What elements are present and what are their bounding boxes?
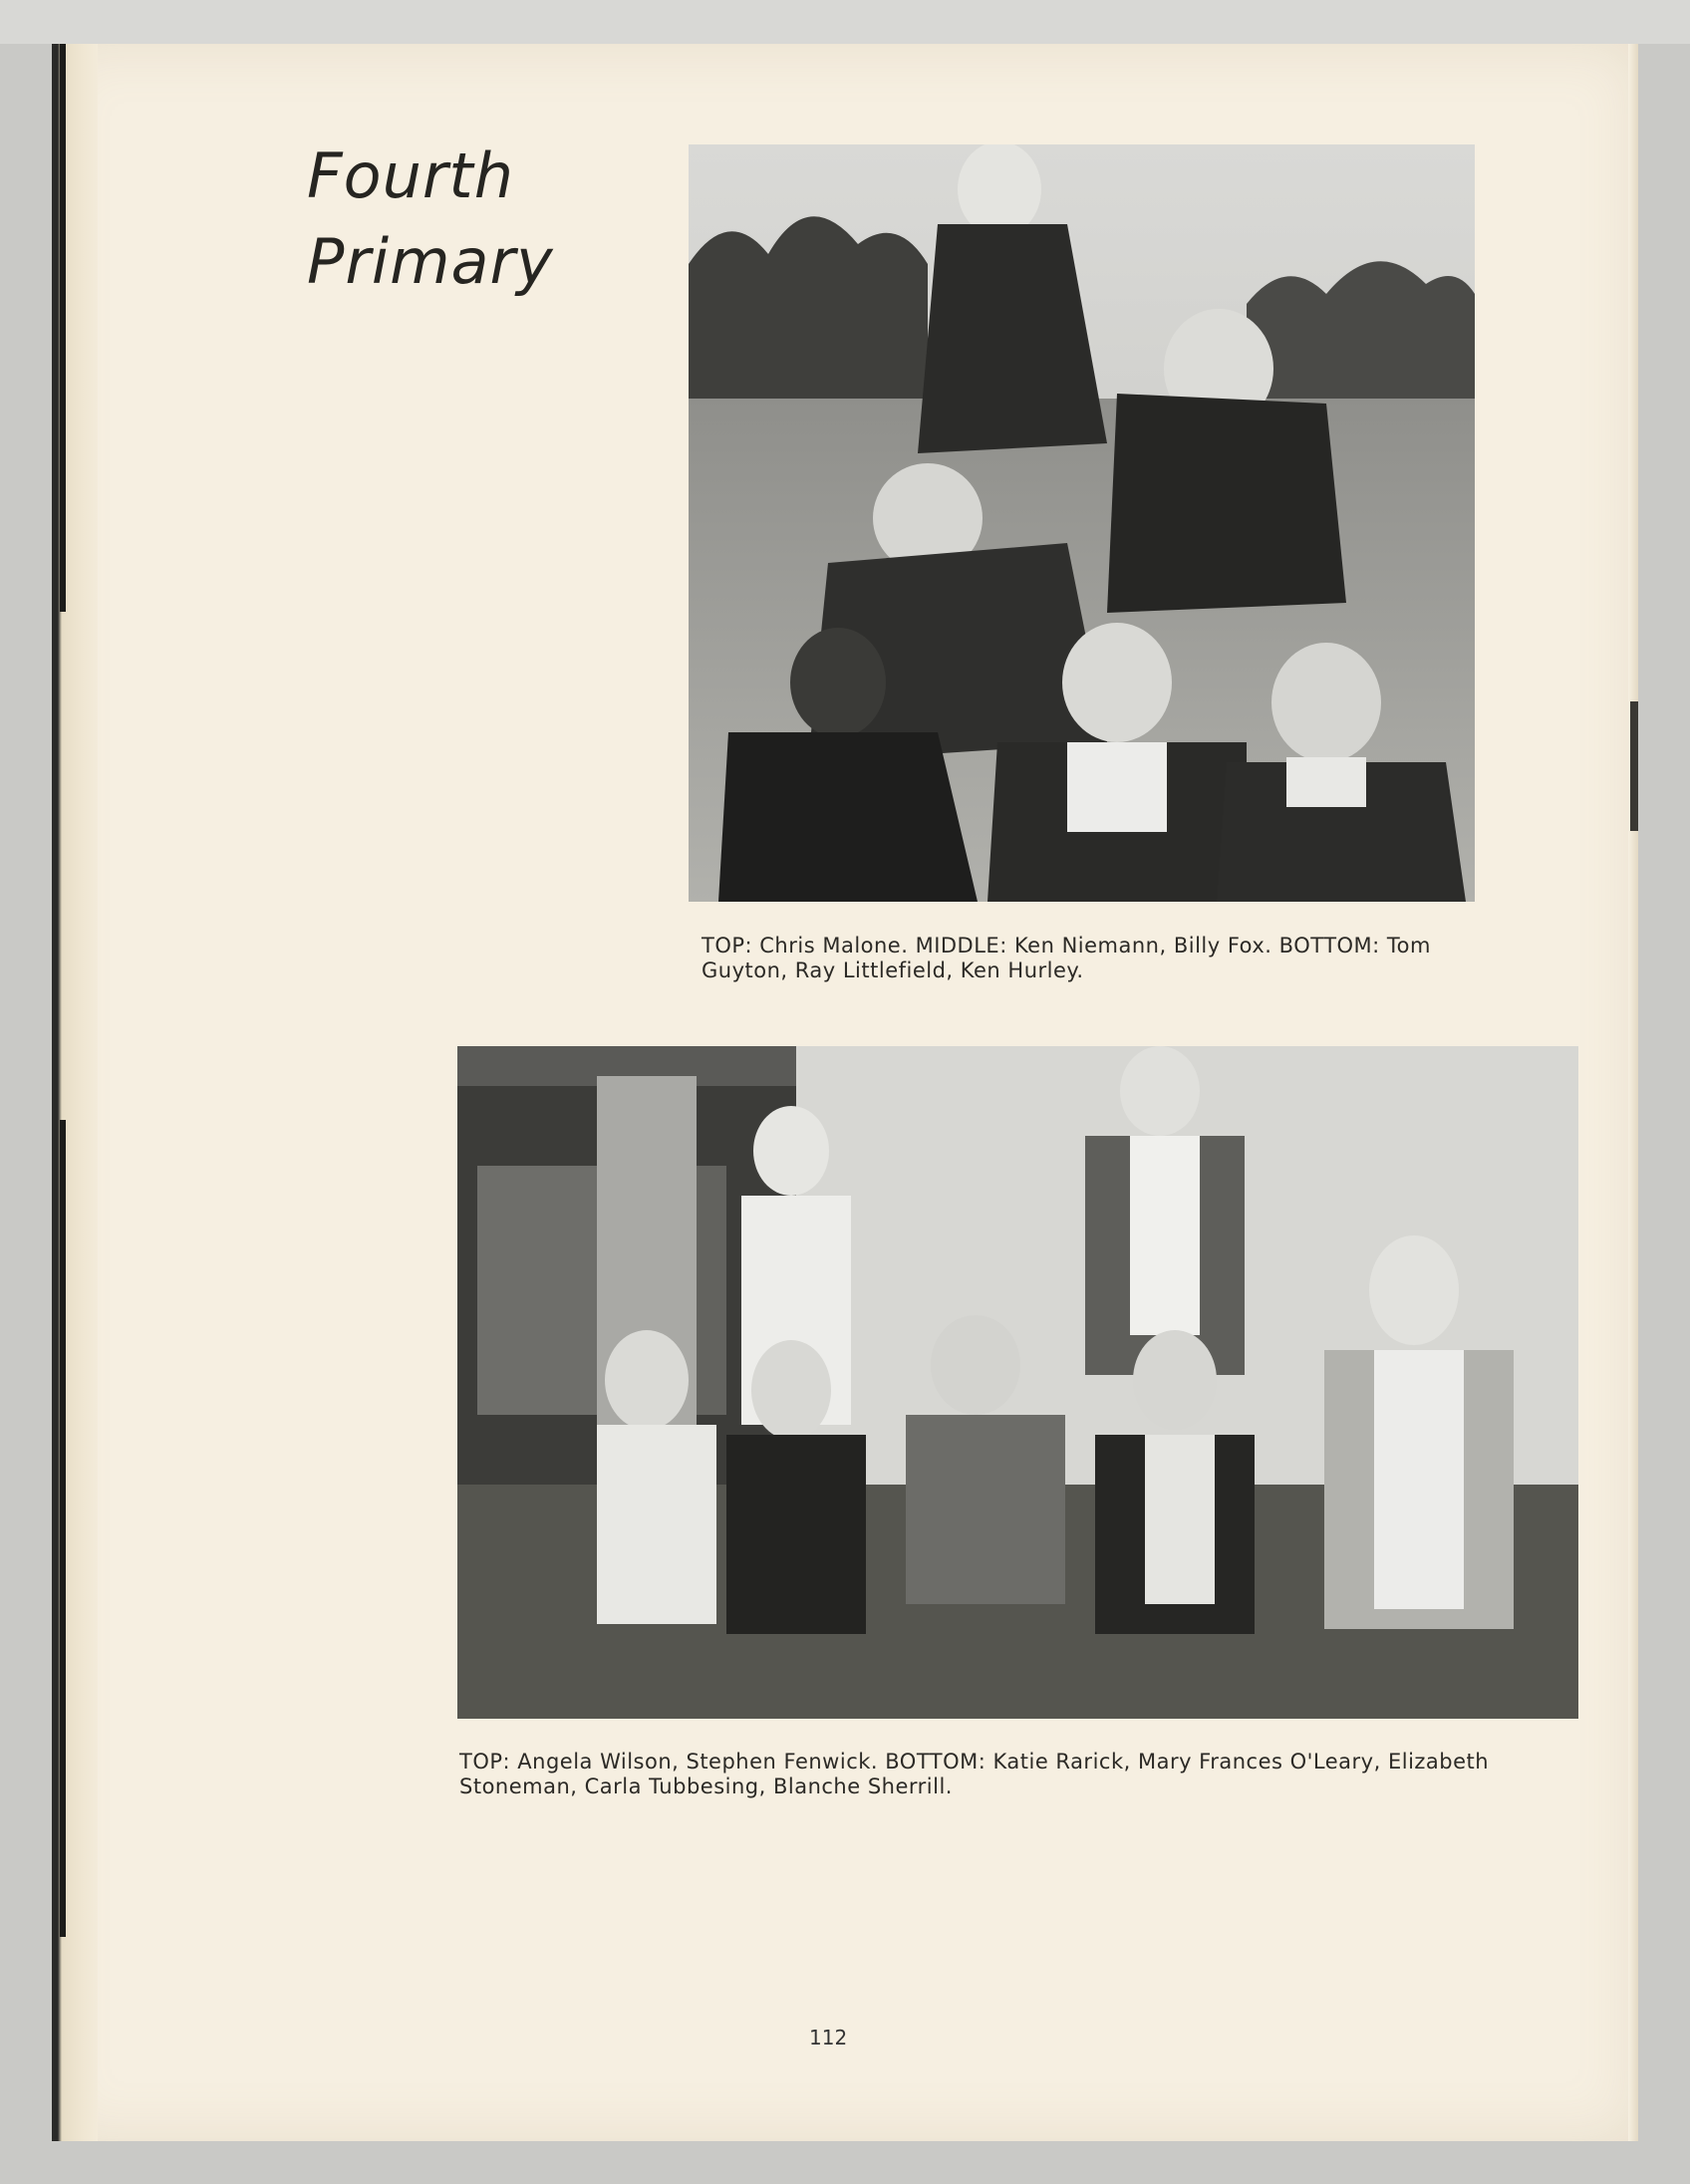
section-title [307,134,554,305]
spine-binding-mark [60,1120,66,1937]
photo-group-building [457,1046,1578,1719]
spine-binding-mark [60,44,66,612]
photo-caption-bottom: TOP: Angela Wilson, Stephen Fenwick. BOTTOM: Katie Rarick, Mary Frances O'Leary, Elizabeth Stoneman, Carla Tubbesing, Blanche Sherrill. [459,1750,1490,1798]
photo-boys-pyramid-image [689,144,1475,902]
section-title-line: Fourth [307,139,514,212]
photo-boys-pyramid [689,144,1475,902]
page-tab-mark [1630,701,1638,831]
page-spine [52,44,98,2141]
page-right-edge [1628,44,1638,2141]
photo-caption-top: TOP: Chris Malone. MIDDLE: Ken Niemann, Billy Fox. BOTTOM: Tom Guyton, Ray Littlefield, Ken Hurley. [702,934,1431,982]
scan-background [0,0,1690,44]
section-title-line: Primary [307,225,554,298]
page-number: 112 [809,2026,848,2049]
photo-group-building-image [457,1046,1578,1719]
